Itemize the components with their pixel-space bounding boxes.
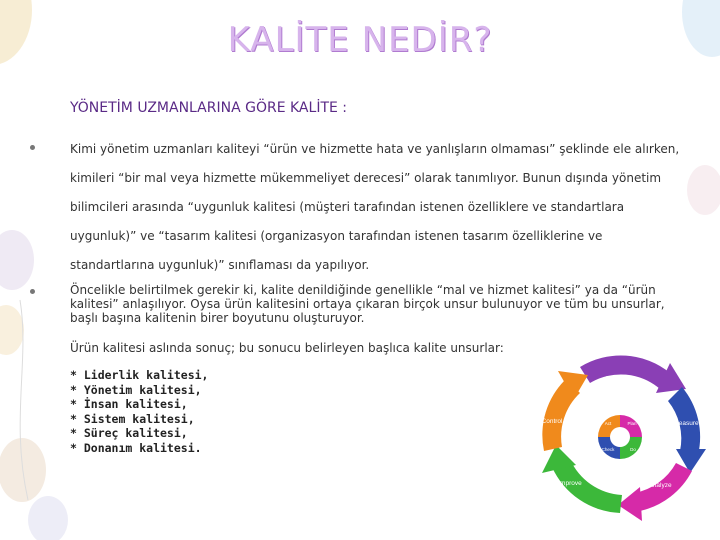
paragraph-3: Ürün kalitesi aslında sonuç; bu sonucu belirleyen başlıca kalite unsurlar: [70, 341, 504, 355]
arrow-analyze [618, 487, 642, 521]
list-item: * Süreç kalitesi, [70, 426, 188, 441]
quality-elements-list [70, 368, 208, 456]
label-control: Control [541, 418, 563, 425]
balloon-right-2 [687, 165, 720, 215]
list-item: * İnsan kalitesi, [70, 397, 188, 412]
bullet-2 [30, 289, 35, 294]
bullet-1 [30, 145, 35, 150]
list-item: * Sistem kalitesi, [70, 411, 195, 426]
label-define: Define [605, 376, 627, 383]
label-do: Do [630, 447, 636, 452]
list-item: * Liderlik kalitesi, [70, 368, 209, 382]
paragraph-1: Kimi yönetim uzmanları kaliteyi “ürün ve hizmette hata ve yanlışların olmaması” şeklinde ele alırken, kimileri “bir mal veya hizmette mükemmeliyet derecesi” olarak tanımlıyor. Bunun dışında yönetim bilimcileri arasında “uygunluk kalitesi (müşteri tarafından istenen özelliklere ve standartlara uygunluk)” ve “tasarım kalitesi (organizasyon tarafından istenen tasarım özelliklerine ve standartlarına uygunluk)” sınıflaması da yapılıyor. [70, 142, 680, 272]
balloon-left-2 [0, 230, 34, 290]
balloon-left-5 [28, 496, 68, 540]
slide-title: KALİTE NEDİR? [227, 20, 493, 60]
label-act: Act [604, 421, 612, 426]
subtitle: YÖNETİM UZMANLARINA GÖRE KALİTE : [70, 100, 348, 116]
label-improve: Improve [558, 480, 582, 487]
label-measure: Measure [673, 420, 699, 427]
label-check: Check [601, 447, 615, 452]
label-plan: Plan [627, 421, 637, 426]
dmaic-cycle-diagram [530, 345, 710, 525]
balloon-left-3 [0, 305, 24, 355]
arc-define [580, 355, 670, 389]
list-item: * Yönetim kalitesi, [70, 382, 202, 397]
paragraph-2: Öncelikle belirtilmek gerekir ki, kalite denildiğinde genellikle “mal ve hizmet kalitesi” ya da “ürün kalitesi” anlaşılıyor. Oysa ürün kalitesini ortaya çıkaran birçok unsur bulunuyor ve tüm bu unsurlar, başlı başına kalitenin birer boyutunu oluşturuyor. [70, 283, 665, 325]
list-item: * Donanım kalitesi. [70, 440, 202, 455]
label-analyze: Analyze [648, 482, 672, 489]
